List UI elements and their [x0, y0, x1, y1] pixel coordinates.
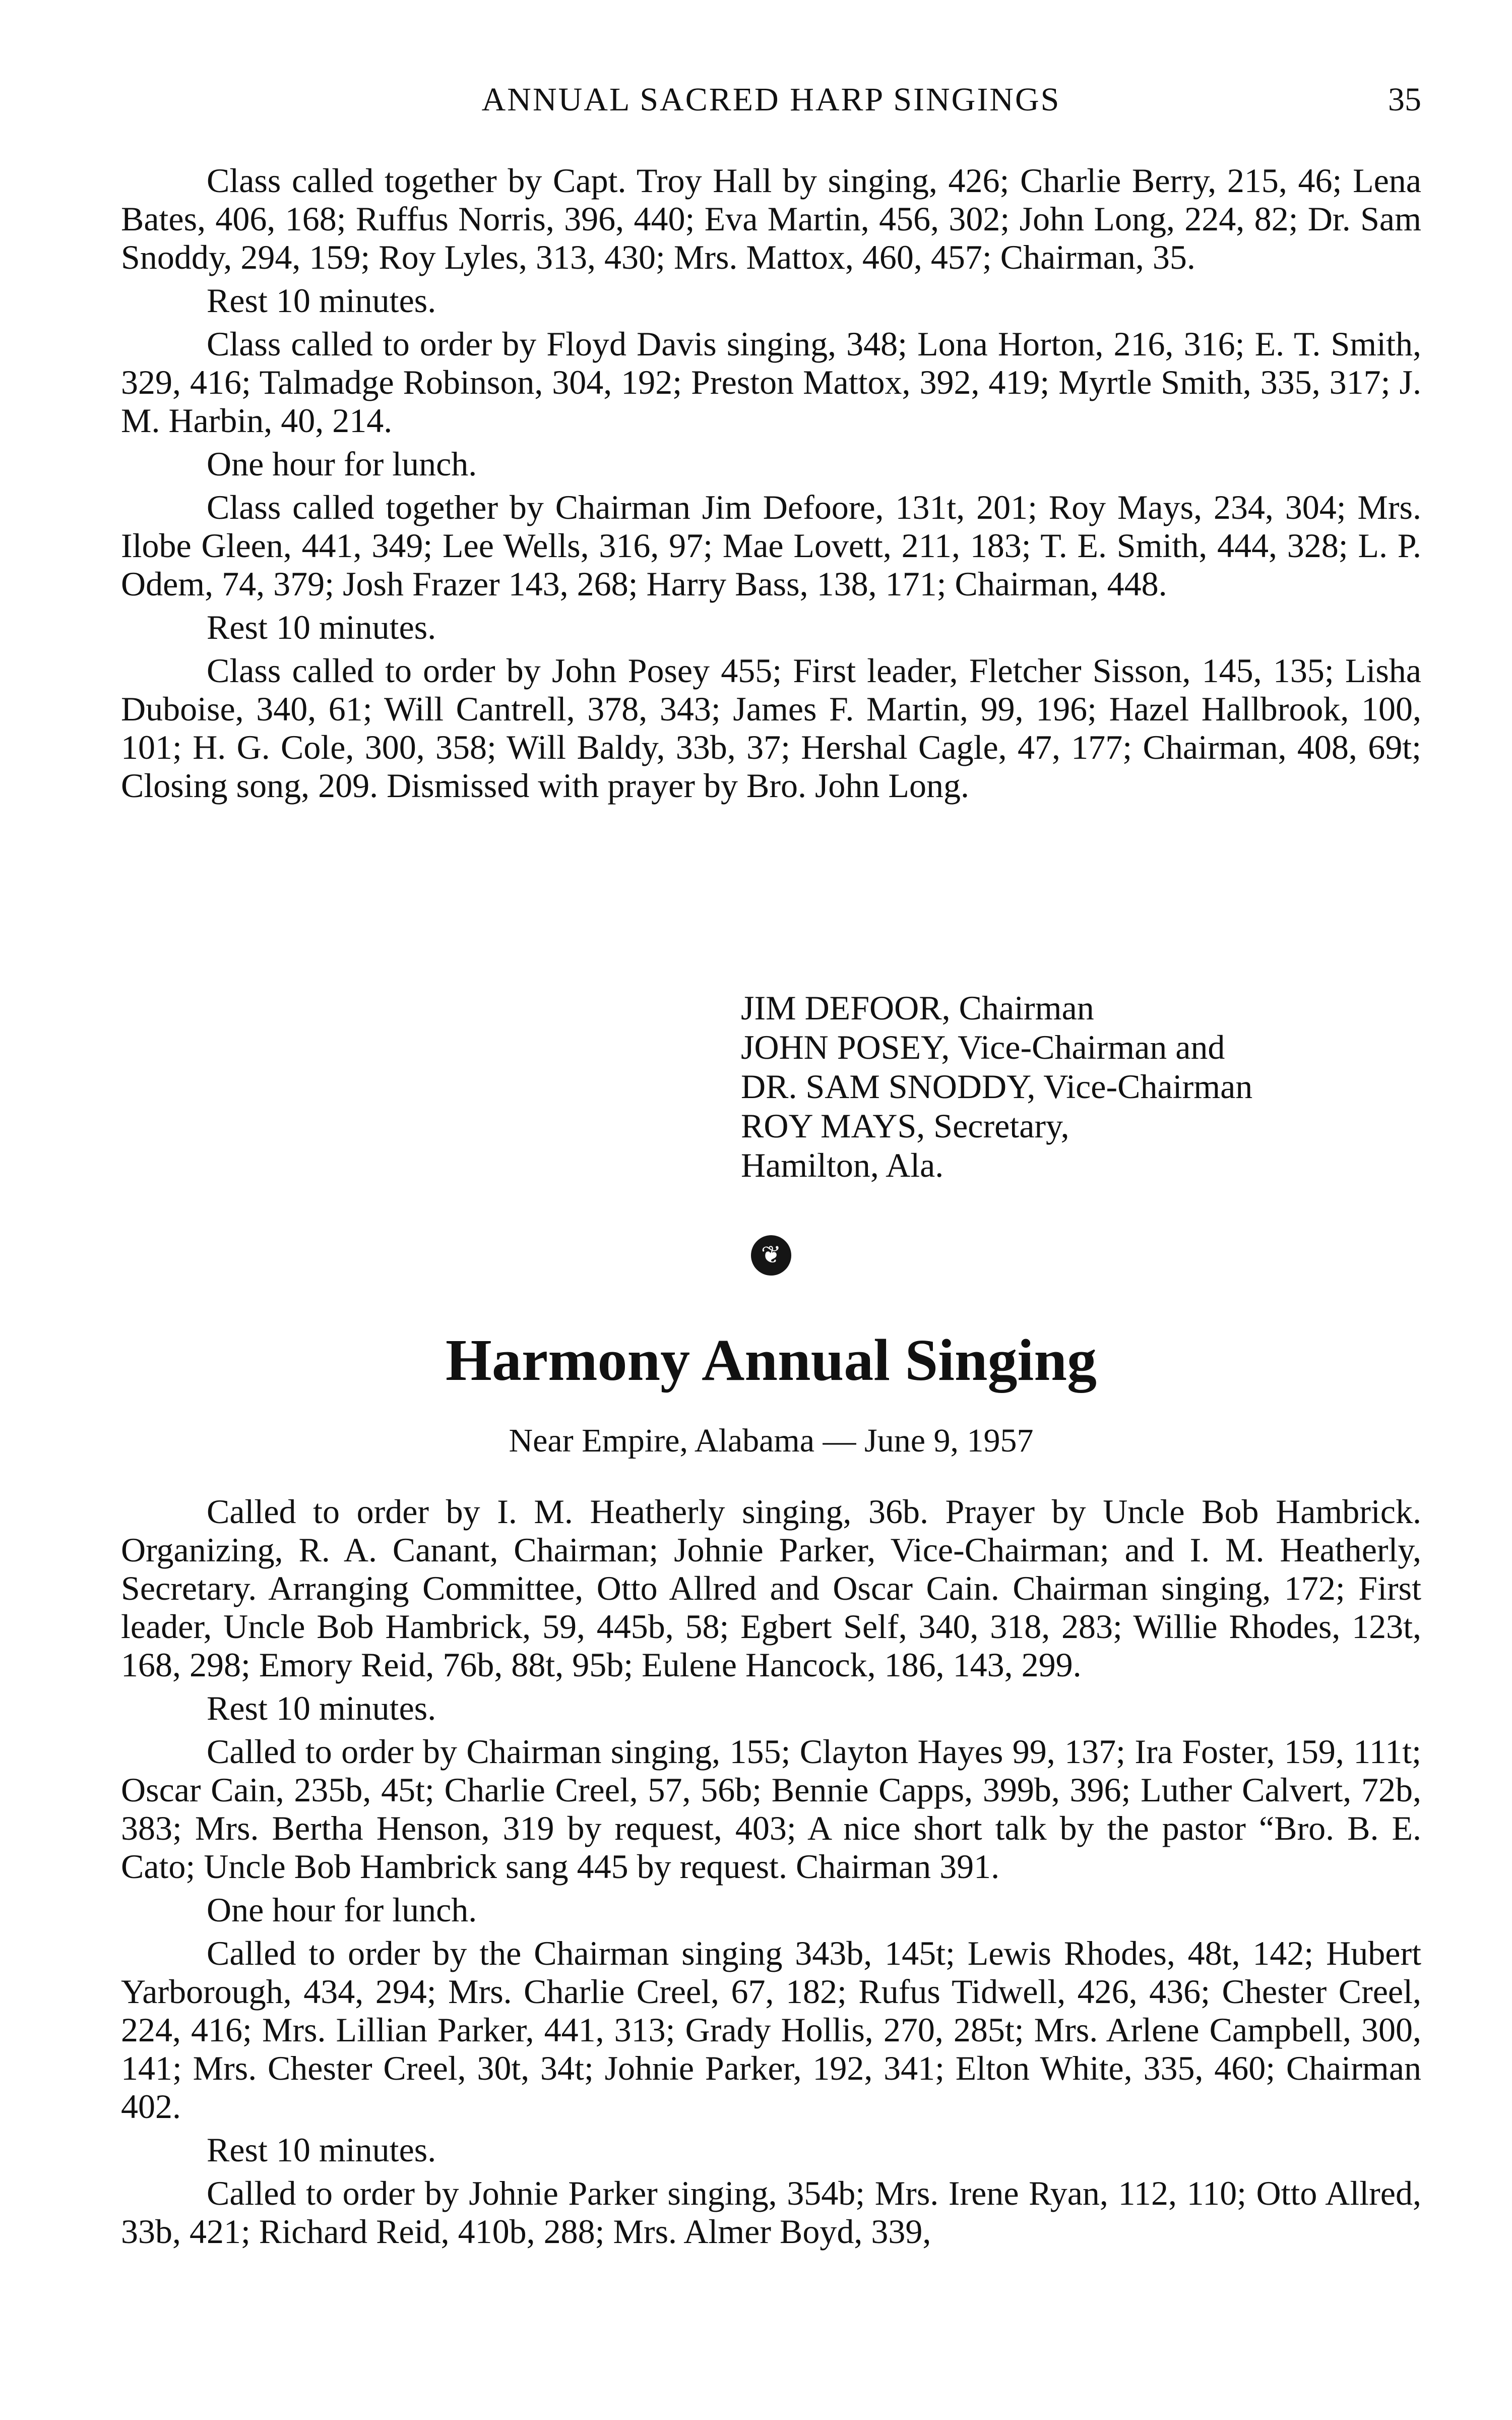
rest-note: Rest 10 minutes. [207, 1689, 436, 1727]
signature-block [741, 988, 1421, 1185]
paragraph: Called to order by I. M. Heatherly singing, 36b. Prayer by Uncle Bob Hambrick. Organizing, R. A. Canant, Chairman; Johnie Parker, Vice-Chairman; and I. M. Heatherly, Secretary. Arranging Committee, Otto Allred and Oscar Cain. Chairman singing, 172; First leader, Uncle Bob Hambrick, 59, 445b, 58; Egbert Self, 340, 318, 283; Willie Rhodes, 123t, 168, 298; Emory Reid, 76b, 88t, 95b; Eulene Hancock, 186, 143, 299. [121, 1492, 1421, 1684]
section-subtitle: Near Empire, Alabama — June 9, 1957 [509, 1422, 1034, 1459]
section-ornament-icon: ❦ [751, 1235, 791, 1276]
rest-note: Rest 10 minutes. [207, 608, 436, 646]
paragraph: Called to order by the Chairman singing 343b, 145t; Lewis Rhodes, 48t, 142; Hubert Yarborough, 434, 294; Mrs. Charlie Creel, 67, 182; Rufus Tidwell, 426, 436; Chester Creel, 224, 416; Mrs. Lillian Parker, 441, 313; Grady Hollis, 270, 285t; Mrs. Arlene Campbell, 300, 141; Mrs. Chester Creel, 30t, 34t; Johnie Parker, 192, 341; Elton White, 335, 460; Chairman 402. [121, 1934, 1421, 2126]
paragraph: Called to order by Johnie Parker singing, 354b; Mrs. Irene Ryan, 112, 110; Otto Allred, 33b, 421; Richard Reid, 410b, 288; Mrs. Almer Boyd, 339, [121, 2174, 1421, 2251]
section-title: Harmony Annual Singing [446, 1327, 1097, 1393]
paragraph: Class called to order by John Posey 455; First leader, Fletcher Sisson, 145, 135; Lisha Duboise, 340, 61; Will Cantrell, 378, 343; James F. Martin, 99, 196; Hazel Hallbrook, 100, 101; H. G. Cole, 300, 358; Will Baldy, 33b, 37; Hershal Cagle, 47, 177; Chairman, 408, 69t; Closing song, 209. Dismissed with prayer by Bro. John Long. [121, 651, 1421, 805]
paragraph: Class called together by Chairman Jim Defoore, 131t, 201; Roy Mays, 234, 304; Mrs. Ilobe Gleen, 441, 349; Lee Wells, 316, 97; Mae Lovett, 211, 183; T. E. Smith, 444, 328; L. P. Odem, 74, 379; Josh Frazer 143, 268; Harry Bass, 138, 171; Chairman, 448. [121, 488, 1421, 603]
running-title: ANNUAL SACRED HARP SINGINGS [481, 81, 1061, 118]
signature-vice-chairman-2: DR. SAM SNODDY, Vice-Chairman [741, 1067, 1253, 1106]
paragraph: Class called together by Capt. Troy Hall by singing, 426; Charlie Berry, 215, 46; Lena Bates, 406, 168; Ruffus Norris, 396, 440; Eva Martin, 456, 302; John Long, 224, 82; Dr. Sam Snoddy, 294, 159; Roy Lyles, 313, 430; Mrs. Mattox, 460, 457; Chairman, 35. [121, 161, 1421, 276]
lunch-note: One hour for lunch. [207, 1891, 477, 1929]
signature-vice-chairman: JOHN POSEY, Vice-Chairman and [741, 1028, 1225, 1066]
signature-secretary: ROY MAYS, Secretary, [741, 1107, 1069, 1145]
section-two-body [121, 1492, 1421, 2256]
page-number: 35 [1388, 81, 1421, 118]
section-one-body [121, 161, 1421, 810]
lunch-note: One hour for lunch. [207, 445, 477, 483]
rest-note: Rest 10 minutes. [207, 281, 436, 320]
rest-note: Rest 10 minutes. [207, 2131, 436, 2169]
running-head [121, 81, 1421, 131]
signature-chairman: JIM DEFOOR, Chairman [741, 989, 1094, 1027]
signature-location: Hamilton, Ala. [741, 1146, 944, 1184]
paragraph: Class called to order by Floyd Davis singing, 348; Lona Horton, 216, 316; E. T. Smith, 329, 416; Talmadge Robinson, 304, 192; Preston Mattox, 392, 419; Myrtle Smith, 335, 317; J. M. Harbin, 40, 214. [121, 325, 1421, 440]
paragraph: Called to order by Chairman singing, 155; Clayton Hayes 99, 137; Ira Foster, 159, 111t; Oscar Cain, 235b, 45t; Charlie Creel, 57, 56b; Bennie Capps, 399b, 396; Luther Calvert, 72b, 383; Mrs. Bertha Henson, 319 by request, 403; A nice short talk by the pastor “Bro. B. E. Cato; Uncle Bob Hambrick sang 445 by request. Chairman 391. [121, 1732, 1421, 1886]
